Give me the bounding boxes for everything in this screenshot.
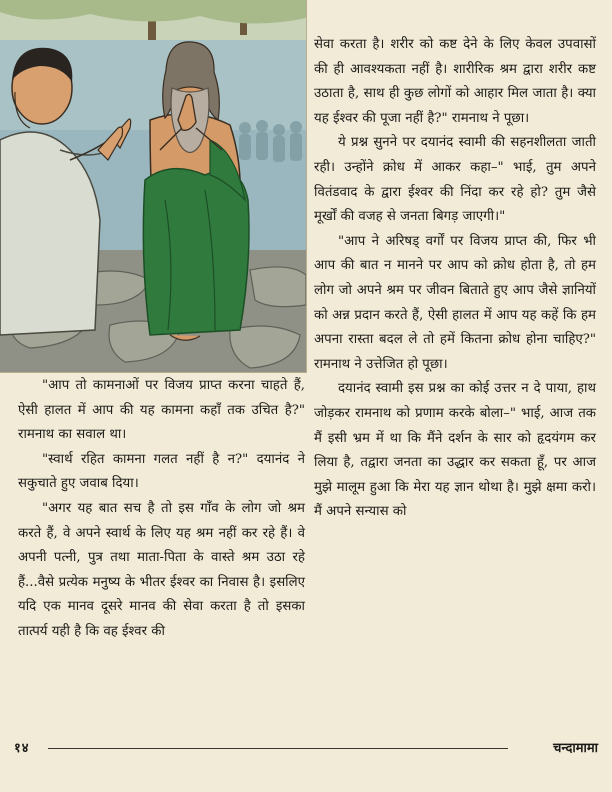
right-text-column (314, 33, 596, 525)
footer-divider (48, 748, 508, 749)
paragraph: "अगर यह बात सच है तो इस गाँव के लोग जो श्रम करते हैं, वे अपने स्वार्थ के लिए यह श्रम नहीं कर रहे हैं। वे अपनी पत्नी, पुत्र तथा माता-पिता के वास्ते श्रम उठा रहे हैं...वैसे प्रत्येक मनुष्य के भीतर ईश्वर का निवास है। इसलिए यदि एक मानव दूसरे मानव की सेवा करता है तो इसका तात्पर्य यही है कि वह ईश्वर की (18, 500, 305, 639)
paragraph: "आप ने अरिषड् वर्गों पर विजय प्राप्त की, फिर भी आप की बात न मानने पर आप को क्रोध होता है, तो हम लोग जो अपने श्रम पर जीवन बिताते हुए आप जैसे ज्ञानियों को अन्न प्रदान करते हैं, ऐसी हालत में आप यह कहें कि हम अपना रास्ता बदल ले तो हमें कितना क्रोध होना चाहिए?" रामनाथ ने उत्तेजित हो पूछा। (314, 233, 596, 372)
paragraph: सेवा करता है। शरीर को कष्ट देने के लिए केवल उपवासों की ही आवश्यकता नहीं है। शारीरिक श्रम द्वारा शरीर कष्ट उठाता है, साथ ही कुछ लोगों को आहार मिल जाता है। क्या यह ईश्वर की पूजा नहीं है?" रामनाथ ने पूछा। (314, 37, 596, 126)
left-text-column (18, 374, 305, 645)
story-illustration (0, 0, 307, 373)
page-number: १४ (14, 741, 30, 756)
page-footer (14, 738, 598, 758)
sage-and-young-man-illustration (0, 0, 306, 372)
paragraph: ये प्रश्न सुनने पर दयानंद स्वामी की सहनशीलता जाती रही। उन्होंने क्रोध में आकर कहा–" भाई, तुम अपने वितंडवाद के द्वारा ईश्वर की निंदा कर रहे हो? तुम जैसे मूर्खों की वजह से जनता बिगड़ जाएगी।" (314, 135, 596, 225)
magazine-name: चन्दामामा (553, 741, 598, 756)
paragraph: "स्वार्थ रहित कामना गलत नहीं है न?" दयानंद ने सकुचाते हुए जवाब दिया। (18, 451, 305, 492)
paragraph: दयानंद स्वामी इस प्रश्न का कोई उत्तर न दे पाया, हाथ जोड़कर रामनाथ को प्रणाम करके बोला–" भाई, आज तक मैं इसी भ्रम में था कि मैंने दर्शन के सार को हृदयंगम कर लिया है, तद्वारा जनता का उद्धार कर सकता हूँ, पर आज मुझे मालूम हुआ कि मेरा यह ज्ञान थोथा है। मुझे क्षमा करो। मैं अपने सन्यास को (314, 381, 596, 520)
paragraph: "आप तो कामनाओं पर विजय प्राप्त करना चाहते हैं, ऐसी हालत में आप की यह कामना कहाँ तक उचित है?" रामनाथ का सवाल था। (18, 378, 305, 443)
